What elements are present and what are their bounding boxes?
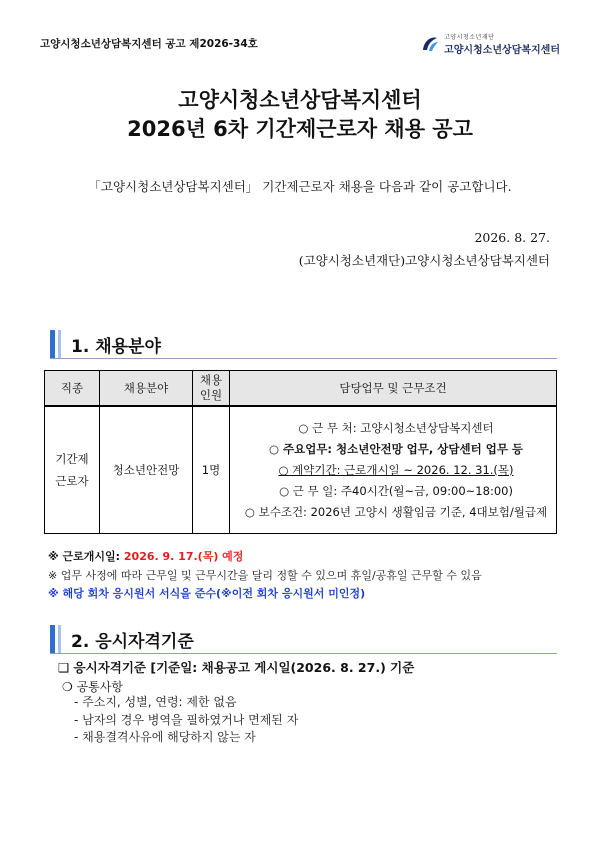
header-headcount [193, 371, 230, 407]
qualification-item: - 채용결격사유에 해당하지 않는 자 [74, 730, 256, 744]
document-number: 고양시청소년상담복지센터 공고 제2026-34호 [40, 38, 258, 50]
cell-duties [230, 406, 557, 534]
header-job-type: 직종 [45, 371, 100, 407]
section-accent-bar-light [58, 330, 61, 358]
intro-text: 「고양시청소년상담복지센터」 기간제근로자 채용을 다음과 같이 공고합니다. [88, 179, 512, 194]
table-header-row [45, 371, 557, 407]
header-headcount-line1: 채용 [199, 373, 223, 387]
qualification-subheading: ❍ 공통사항 [62, 680, 123, 694]
section-title: 2. 응시자격기준 [71, 631, 194, 652]
duty-workplace: ○ 근 무 처: 고양시청소년상담복지센터 [298, 421, 494, 435]
table-row [45, 406, 557, 534]
header-field: 채용분야 [100, 371, 193, 407]
note-work-schedule: ※ 업무 사정에 따라 근무일 및 근무시간을 달리 정할 수 있으며 휴일/공휴일 근무할 수 있음 [48, 569, 482, 582]
duty-work-days: ○ 근 무 일: 주40시간(월~금, 09:00~18:00) [279, 484, 513, 498]
header-headcount-line2: 인원 [199, 388, 223, 402]
logo-small-text: 고양시청소년재단 [444, 34, 495, 41]
note-application-form: ※ 해당 회차 응시원서 서식을 준수(※이전 회차 응시원서 미인정) [48, 587, 366, 600]
note-start-prefix: ※ 근로개시일: [48, 550, 124, 563]
cell-job-type [45, 406, 100, 534]
page-title: 고양시청소년상담복지센터 [178, 88, 422, 112]
section-accent-bar-light [58, 625, 61, 653]
announcement-date: 2026. 8. 27. [474, 230, 550, 245]
recruitment-table [44, 370, 557, 534]
cell-count: 1명 [193, 406, 230, 534]
section-accent-bar [50, 625, 55, 653]
cell-field: 청소년안전망 [100, 406, 193, 534]
section-heading-qualifications [50, 625, 557, 654]
page-subtitle: 2026년 6차 기간제근로자 채용 공고 [127, 117, 473, 141]
section-title: 1. 채용분야 [71, 336, 161, 357]
header-duties: 담당업무 및 근무조건 [230, 371, 557, 407]
section-heading-recruitment [50, 330, 557, 359]
qualification-item: - 주소지, 성별, 연령: 제한 없음 [74, 695, 237, 709]
duty-salary: ○ 보수조건: 2026년 고양시 생활임금 기준, 4대보험/월급제 [244, 505, 548, 519]
section-accent-bar [50, 330, 55, 358]
logo-mark-icon [420, 34, 440, 54]
foundation-logo [420, 32, 560, 56]
logo-main-text: 고양시청소년상담복지센터 [444, 45, 560, 56]
note-start-date [48, 548, 243, 564]
note-start-value: 2026. 9. 17.(목) 예정 [123, 550, 244, 563]
job-type-line2: 근로자 [55, 474, 89, 488]
duty-main-work: ○ 주요업무: 청소년안전망 업무, 상담센터 업무 등 [268, 442, 524, 456]
qualification-heading: ❑ 응시자격기준 [기준일: 채용공고 게시일(2026. 8. 27.) 기준 [58, 660, 415, 675]
organization-name: (고양시청소년재단)고양시청소년상담복지센터 [298, 253, 550, 268]
qualification-item: - 남자의 경우 병역을 필하였거나 면제된 자 [74, 713, 299, 727]
duty-contract-period: ○ 계약기간: 근로개시일 ~ 2026. 12. 31.(목) [278, 463, 514, 477]
job-type-line1: 기간제 [55, 452, 89, 466]
